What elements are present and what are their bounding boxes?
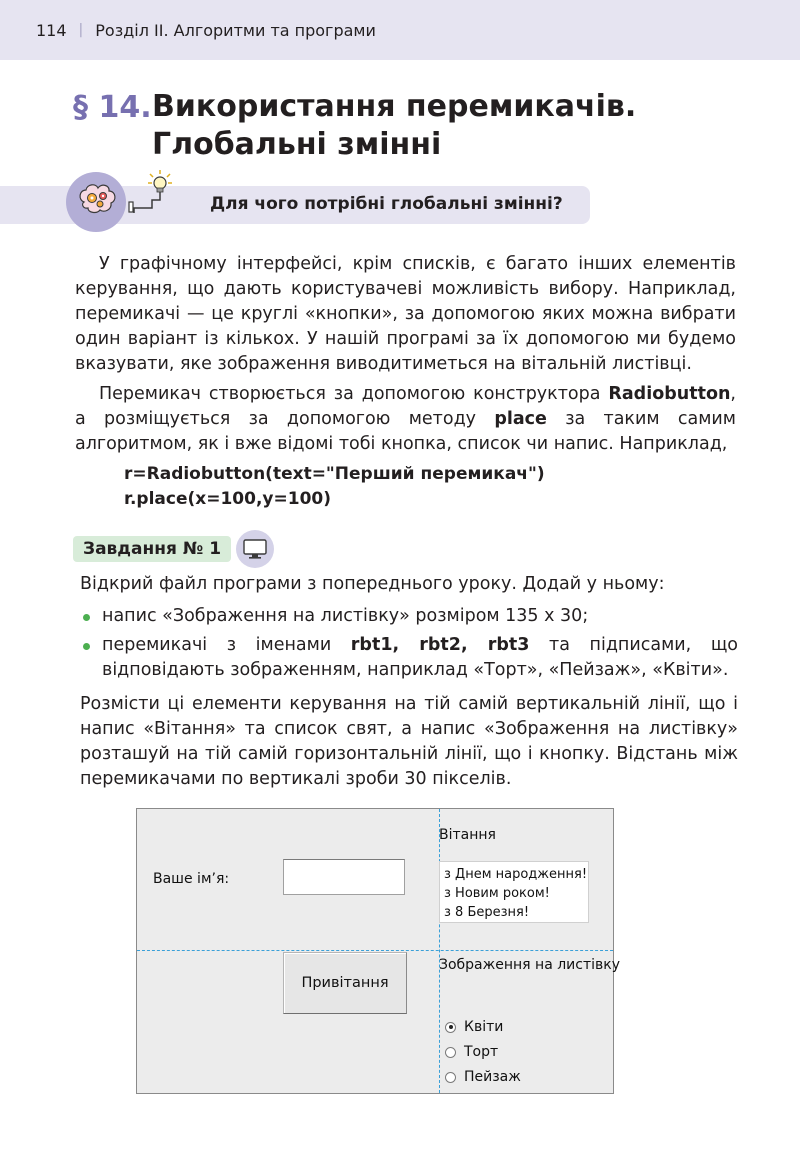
task-instruction: Розмісти ці елементи керування на тій самій вертикальній лінії, що і напис «Вітання» та список свят, а напис «Зображення на листівку» розташуй на тій самій горизонтальній лінії, що і кнопку. Відстань між перемикачами по вертикалі зроби 30 пікселів. <box>80 694 738 789</box>
list-item[interactable]: з Днем народження! <box>444 867 588 882</box>
radio-landscape-label: Пейзаж <box>464 1069 521 1085</box>
radio-unselected-icon[interactable] <box>445 1072 456 1083</box>
list-item <box>80 604 738 629</box>
name-label: Ваше ім’я: <box>153 871 230 887</box>
place-term: place <box>494 409 547 429</box>
task-label: Завдання № 1 <box>73 536 231 562</box>
holiday-listbox[interactable] <box>439 861 589 923</box>
bullet-dot <box>83 643 90 650</box>
greet-button[interactable]: Привітання <box>283 952 407 1014</box>
radio-flowers[interactable] <box>445 1019 503 1035</box>
code-line-2: r.place(x=100,y=100) <box>124 489 331 509</box>
page-number: 114 <box>36 20 67 40</box>
section-title <box>152 88 752 164</box>
task-intro: Відкрий файл програми з попереднього уроку. Додай у ньому: <box>80 574 665 594</box>
guide-line-horizontal <box>137 950 613 951</box>
header-separator: | <box>78 22 84 38</box>
list-item <box>80 633 738 683</box>
greeting-label: Вітання <box>439 827 496 843</box>
bullet-2-bold: rbt1, rbt2, rbt3 <box>350 635 530 655</box>
list-item[interactable]: з Новим роком! <box>444 886 550 901</box>
bullet-dot <box>83 614 90 621</box>
bullet-1-text: напис «Зображення на листівку» розміром 135 x 30; <box>102 606 589 626</box>
paragraph-2-part3: за таким самим алгоритмом, як і вже відомі тобі кнопка, список чи напис. Наприклад, <box>75 409 736 454</box>
code-line-1: r=Radiobutton(text="Перший перемикач") <box>124 464 545 484</box>
monitor-icon <box>242 536 268 562</box>
task-bullets <box>80 604 738 683</box>
gui-mockup <box>136 808 621 1094</box>
lightbulb-plug-icon <box>124 168 184 218</box>
section-title-line1: Використання перемикачів. <box>152 89 637 124</box>
bullet-2-part1: перемикачі з іменами <box>102 635 351 655</box>
paragraph-1-text: У графічному інтерфейсі, крім списків, є багато інших елементів керування, що дають користувачеві можливість вибору. Наприклад, перемикачі — це круглі «кнопки», за допомогою яких можна вибрати один варіант із кількох. У нашій програмі за їх допомогою ми будемо вказувати, яке зображення виводитиметься на вітальній листівці. <box>75 254 736 374</box>
question-text: Для чого потрібні глобальні змінні? <box>210 194 563 214</box>
radiobutton-term: Radiobutton <box>608 384 731 404</box>
name-input[interactable] <box>283 859 405 895</box>
radio-landscape[interactable] <box>445 1069 521 1085</box>
radio-cake[interactable] <box>445 1044 498 1060</box>
list-item[interactable]: з 8 Березня! <box>444 905 530 920</box>
radio-flowers-label: Квіти <box>464 1019 504 1035</box>
paragraph-1 <box>75 252 736 377</box>
radio-unselected-icon[interactable] <box>445 1047 456 1058</box>
paragraph-2-part1: Перемикач створюється за допомогою конструктора <box>99 384 609 404</box>
section-number: § 14. <box>73 90 152 125</box>
page-header <box>0 0 800 60</box>
bullet-2-part2: та підписами, що відповідають зображенням, наприклад «Торт», «Пейзаж», «Квіти». <box>102 635 739 680</box>
guide-line-vertical <box>439 809 440 1093</box>
section-title-line2: Глобальні змінні <box>152 127 442 162</box>
brain-gears-icon <box>76 180 120 220</box>
radio-selected-icon[interactable] <box>445 1022 456 1033</box>
paragraph-2-part2: , а розміщується за допомогою методу <box>75 384 736 429</box>
image-label: Зображення на листівку <box>439 957 621 973</box>
paragraph-2 <box>75 382 736 457</box>
chapter-title: Розділ ІІ. Алгоритми та програми <box>95 20 376 40</box>
radio-cake-label: Торт <box>464 1044 499 1060</box>
